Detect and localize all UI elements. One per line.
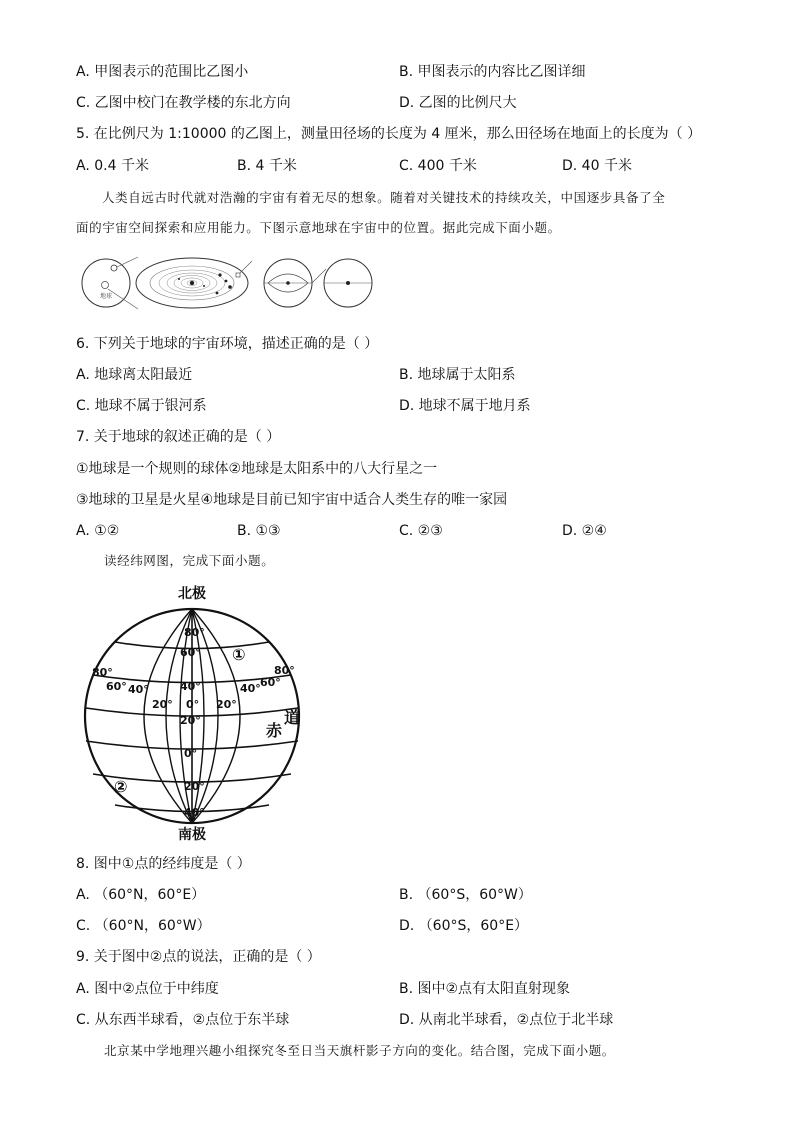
q7-statements-1: ①地球是一个规则的球体②地球是太阳系中的八大行星之一 <box>76 461 438 477</box>
q8-stem: 8. 图中①点的经纬度是（ ） <box>76 856 251 872</box>
q6-option-d: D. 地球不属于地月系 <box>399 398 531 414</box>
q4-option-c: C. 乙图中校门在教学楼的东北方向 <box>76 95 291 111</box>
q9-stem: 9. 关于图中②点的说法，正确的是（ ） <box>76 949 321 965</box>
graticule-globe-figure <box>80 580 310 845</box>
lat-label-80: 80° <box>184 626 205 639</box>
q8-option-b: B. （60°S，60°W） <box>399 887 532 903</box>
q9-option-d: D. 从南北半球看，②点位于北半球 <box>399 1012 614 1028</box>
equator-label-2: 道 <box>284 708 301 727</box>
lat-label-60: 60° <box>180 646 201 659</box>
passage-graticule: 读经纬网图，完成下面小题。 <box>104 553 275 568</box>
q6-stem: 6. 下列关于地球的宇宙环境，描述正确的是（ ） <box>76 336 379 352</box>
q6-option-c: C. 地球不属于银河系 <box>76 398 207 414</box>
q8-option-d: D. （60°S，60°E） <box>399 918 529 934</box>
q9-option-b: B. 图中②点有太阳直射现象 <box>399 981 571 997</box>
q4-option-d: D. 乙图的比例尺大 <box>399 95 517 111</box>
q5-option-d: D. 40 千米 <box>562 158 632 174</box>
lat-label-40: 40° <box>180 680 201 693</box>
point-1-marker: ① <box>232 645 246 664</box>
q9-option-c: C. 从东西半球看，②点位于东半球 <box>76 1012 290 1028</box>
q6-option-b: B. 地球属于太阳系 <box>399 367 516 383</box>
point-2-marker: ② <box>114 777 128 796</box>
south-pole-label: 南极 <box>178 827 206 843</box>
universe-figure <box>80 253 380 313</box>
lon-label-40w: 40° <box>128 683 149 696</box>
q7-option-b: B. ①③ <box>237 523 281 539</box>
q6-option-a: A. 地球离太阳最近 <box>76 367 193 383</box>
q7-statements-2: ③地球的卫星是火星④地球是目前已知宇宙中适合人类生存的唯一家园 <box>76 492 508 508</box>
q8-option-c: C. （60°N，60°W） <box>76 918 211 934</box>
north-pole-label: 北极 <box>178 586 206 602</box>
q5-option-a: A. 0.4 千米 <box>76 158 149 174</box>
lon-label-20w: 20° <box>152 698 173 711</box>
q9-option-a: A. 图中②点位于中纬度 <box>76 981 219 997</box>
q7-option-d: D. ②④ <box>562 523 607 539</box>
q7-option-c: C. ②③ <box>399 523 443 539</box>
passage-shadow: 北京某中学地理兴趣小组探究冬至日当天旗杆影子方向的变化。结合图，完成下面小题。 <box>104 1043 615 1058</box>
q4-option-b: B. 甲图表示的内容比乙图详细 <box>399 64 586 80</box>
lon-label-80e: 80° <box>274 664 295 677</box>
q5-option-c: C. 400 千米 <box>399 158 477 174</box>
q7-option-a: A. ①② <box>76 523 120 539</box>
passage-universe-line2: 面的宇宙空间探索和应用能力。下图示意地球在宇宙中的位置。据此完成下面小题。 <box>76 220 561 235</box>
lat-label-40s: 40° <box>184 806 205 819</box>
q5-stem: 5. 在比例尺为 1:10000 的乙图上，测量田径场的长度为 4 厘米，那么田径场在地面上的长度为（ ） <box>76 126 702 142</box>
lon-label-0: 0° <box>186 698 200 711</box>
lat-label-20s: 20° <box>184 780 205 793</box>
q8-option-a: A. （60°N，60°E） <box>76 887 206 903</box>
q7-stem: 7. 关于地球的叙述正确的是（ ） <box>76 429 281 445</box>
lon-label-80w: 80° <box>92 666 113 679</box>
q5-option-b: B. 4 千米 <box>237 158 297 174</box>
lon-label-40e: 40° <box>240 682 261 695</box>
lon-label-60e: 60° <box>260 676 281 689</box>
equator-label-1: 赤 <box>266 721 283 740</box>
lon-label-20e: 20° <box>216 698 237 711</box>
passage-universe-line1: 人类自远古时代就对浩瀚的宇宙有着无尽的想象。随着对关键技术的持续攻关，中国逐步具备了全 <box>102 190 666 205</box>
q4-option-a: A. 甲图表示的范围比乙图小 <box>76 64 249 80</box>
lon-label-60w: 60° <box>106 680 127 693</box>
lat-label-0: 0° <box>184 747 198 760</box>
universe-small-label: 地球 <box>100 293 113 300</box>
lat-label-20n: 20° <box>180 714 201 727</box>
